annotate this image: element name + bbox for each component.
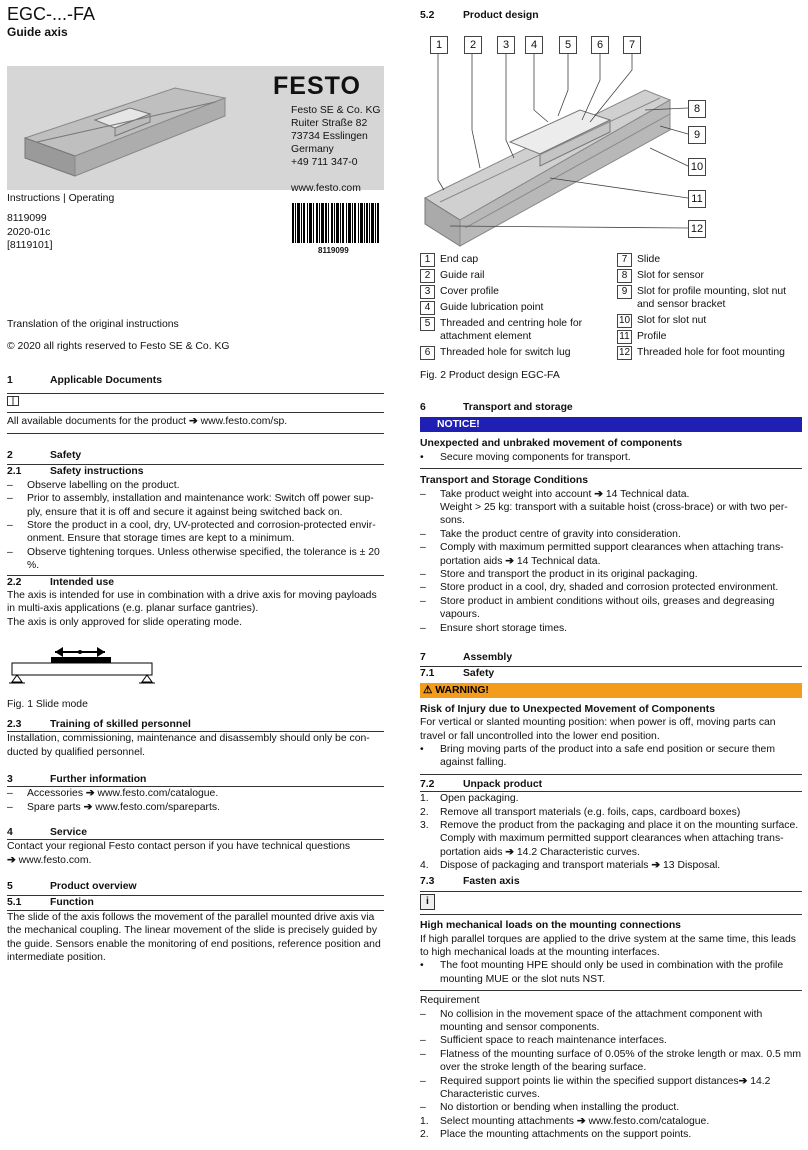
section-1 (7, 374, 384, 434)
subsection-heading (420, 9, 802, 22)
company-address (291, 104, 381, 195)
address-line: Festo SE & Co. KG (291, 105, 381, 116)
section-heading (7, 773, 384, 786)
section-title: Transport and storage (463, 402, 573, 413)
header (7, 3, 95, 40)
doc-meta (7, 192, 114, 253)
fig-1-caption: Fig. 1 Slide mode (7, 699, 88, 710)
list-item: 1. Open packaging. (420, 793, 519, 805)
subsection-heading (7, 575, 384, 589)
training-text: Installation, commissioning, maintenance and disassembly should only be con-ducted by qualified personnel. (7, 731, 384, 759)
catalogue-link[interactable]: www.festo.com/catalogue. (588, 1115, 710, 1127)
section-heading (420, 401, 802, 414)
section-number: 5.1 (7, 897, 22, 909)
arrow-icon: ➔ (505, 846, 514, 858)
legend-item: 3 Cover profile (420, 285, 610, 299)
address-line: Germany (291, 144, 334, 155)
warning-title: Risk of Injury due to Unexpected Movement of Components (420, 703, 716, 715)
arrow-icon: ➔ (651, 860, 661, 872)
section-3 (7, 773, 384, 814)
arrow-icon: ➔ (505, 555, 514, 567)
section-number: 5.2 (420, 10, 435, 21)
docs-link[interactable]: www.festo.com/sp. (200, 416, 288, 428)
catalogue-link[interactable]: www.festo.com/catalogue. (97, 788, 219, 800)
section-title: Product overview (50, 881, 137, 892)
section-title: Applicable Documents (50, 375, 163, 386)
list-item: 2. Remove all transport materials (e.g. foils, caps, cardboard boxes) (420, 806, 741, 818)
tsc-title: Transport and Storage Conditions (420, 475, 588, 487)
arrow-icon: ➔ (83, 801, 93, 813)
list-item: – Observe tightening torques. Unless otherwise specified, the tolerance is ± 20 %. (7, 546, 380, 572)
callout-8: 8 (688, 100, 706, 118)
list-item: – Store and transport the product in its original packaging. (420, 569, 698, 581)
info-icon-row (420, 891, 802, 912)
list-item: – Spare parts ➔ www.festo.com/spareparts. (7, 801, 220, 813)
legend-item: 10 Slot for slot nut (618, 314, 707, 326)
arrow-icon: ➔ (85, 788, 95, 800)
section-number: 6 (420, 402, 426, 413)
callout-4: 4 (525, 36, 543, 54)
address-line: 73734 Esslingen (291, 131, 368, 142)
barcode-number: 8119099 (318, 246, 349, 255)
section-number: 2.1 (7, 466, 22, 478)
section-title: Assembly (463, 652, 513, 663)
legend-item: 2 Guide rail (420, 269, 610, 283)
list-item: Weight > 25 kg: transport with a suitable hoist (cross-brace) or with two per-sons. (440, 502, 788, 527)
info-text: If high parallel torques are applied to the drive system at the same time, this leads to high mechanical loads at the mounting interfaces. (420, 933, 796, 958)
list-item: – Accessories ➔ www.festo.com/catalogue. (7, 786, 384, 800)
subsection-heading (7, 464, 384, 478)
website: www.festo.com (291, 183, 361, 194)
callout-11: 11 (688, 190, 706, 208)
product-design-figure (420, 30, 802, 248)
legend-item: 1 End cap (420, 253, 610, 267)
legend-item: 7 Slide (617, 253, 802, 267)
section-number: 7.3 (420, 875, 435, 887)
list-item: – Take product weight into account ➔ 14 Technical data. (420, 488, 690, 500)
address-line: Ruiter Straße 82 (291, 118, 368, 129)
section-number: 2.3 (7, 719, 22, 730)
section-number: 2.2 (7, 576, 22, 588)
legend-item: 4 Guide lubrication point (420, 301, 610, 315)
list-item: 2. Place the mounting attachments on the support points. (420, 1129, 692, 1141)
subsection-heading (7, 718, 384, 731)
warning-banner: ⚠ WARNING! (420, 683, 802, 698)
doc-type: Instructions | Operating (7, 193, 115, 204)
section-6 (420, 401, 802, 635)
list-item: 4. Dispose of packaging and transport materials ➔ 13 Disposal. (420, 860, 721, 872)
docs-text: All available documents for the product (7, 416, 187, 428)
legend-item: 12 Threaded hole for foot mounting (618, 346, 785, 358)
section-number: 3 (7, 774, 13, 785)
section-title: Fasten axis (463, 875, 520, 887)
list-item: 3. Remove the product from the packaging and place it on the mounting surface. Comply with maximum permitted support clearances when attaching trans-portation aids ➔ 14.2 Characteristic curves. (420, 820, 799, 858)
curves-ref[interactable]: 14.2 Characteristic curves. (516, 846, 640, 858)
section-heading (7, 449, 384, 462)
callout-1: 1 (430, 36, 448, 54)
doc-version: 2020-01c (7, 226, 51, 238)
list-item: – Take the product centre of gravity into consideration. (420, 528, 681, 540)
callout-9: 9 (688, 126, 706, 144)
section-title: Product design (463, 10, 539, 21)
section-title: Unpack product (463, 778, 543, 790)
subsection-heading (420, 778, 802, 791)
product-image (15, 76, 245, 180)
product-drawing (420, 30, 802, 248)
callout-3: 3 (497, 36, 515, 54)
section-title: Further information (50, 774, 147, 785)
section-number: 5 (7, 881, 13, 892)
legend-right (617, 253, 802, 362)
function-text: The slide of the axis follows the movement of the parallel mounted drive axis via the mechanical coupling. The linear movement of the slide is precisely guided by the guide. Sensors enable the monitoring of end positions, reference position and intermediate position. (7, 910, 384, 965)
slide-mode-figure (7, 640, 167, 690)
legend-item: 11 Profile (617, 330, 802, 344)
service-text: Contact your regional Festo contact person if you have technical questions ➔ www.festo.com. (7, 839, 384, 867)
copyright: © 2020 all rights reserved to Festo SE & Co. KG (7, 341, 230, 352)
section-heading (7, 826, 384, 839)
tech-data-ref[interactable]: 14 Technical data. (605, 488, 690, 500)
section-title: Training of skilled personnel (50, 719, 191, 730)
intended-use-text-2: The axis is only approved for slide operating mode. (7, 616, 243, 628)
list-item: • The foot mounting HPE should only be used in combination with the profile mounting MUE or the slot nuts NST. (420, 960, 784, 985)
callout-6: 6 (591, 36, 609, 54)
list-item: – Flatness of the mounting surface of 0.05% of the stroke length or max. 0.5 mm over the stroke length of the bearing surface. (420, 1048, 801, 1074)
list-item: – Ensure short storage times. (420, 622, 568, 634)
list-item: • Secure moving components for transport. (420, 451, 631, 463)
festo-logo: FESTO (273, 72, 361, 100)
callout-7: 7 (623, 36, 641, 54)
section-number: 1 (7, 375, 13, 386)
section-number: 7 (420, 652, 426, 663)
festo-link[interactable]: www.festo.com. (18, 854, 92, 866)
list-item: – Required support points lie within the specified support distances➔ 14.2 Characteristic curves. (420, 1075, 771, 1100)
intended-use-text: The axis is intended for use in combination with a drive axis for moving payloads in multi-axis applications (e.g. planar surface gantries). (7, 590, 377, 615)
section-1-text (7, 412, 384, 428)
list-item: • Bring moving parts of the product into a safe end position or secure them against falling. (420, 744, 775, 769)
warning-icon: ⚠ (423, 684, 433, 696)
callout-12: 12 (688, 220, 706, 238)
section-number: 7.2 (420, 778, 435, 790)
tech-data-ref[interactable]: 14 Technical data. (516, 555, 601, 567)
legend-left (420, 253, 610, 362)
section-title: Intended use (50, 576, 115, 588)
list-item: – Store product in a cool, dry, shaded and corrosion protected environment. (420, 582, 779, 594)
legend-item: 9 Slot for profile mounting, slot nut and sensor bracket (617, 285, 802, 312)
info-title: High mechanical loads on the mounting connections (420, 920, 681, 932)
callout-2: 2 (464, 36, 482, 54)
list-item: – Store the product in a cool, dry, UV-protected and corrosion-protected envir-onment. Ensure that storage times are kept to a minimum. (7, 520, 376, 545)
arrow-icon: ➔ (576, 1115, 586, 1127)
list-item: – Prior to assembly, installation and maintenance work: Switch off power sup-ply, ensure that it is off and secure it against being switched back on. (7, 493, 374, 518)
section-title: Service (50, 827, 87, 838)
arrow-icon: ➔ (594, 488, 603, 500)
spareparts-link[interactable]: www.festo.com/spareparts. (95, 801, 220, 813)
subsection-heading (420, 666, 802, 680)
notice-banner: NOTICE! (420, 417, 802, 432)
section-2 (7, 449, 384, 629)
arrow-icon: ➔ (188, 416, 198, 428)
section-heading (420, 651, 802, 664)
list-item: – Comply with maximum permitted support clearances when attaching trans-portation aids ➔ 14 Technical data. (420, 542, 784, 567)
info-icon: i (420, 894, 435, 910)
section-2-3 (7, 718, 384, 759)
legend-item: 8 Slot for sensor (617, 269, 802, 283)
translation-note: Translation of the original instructions (7, 319, 179, 330)
document-subtitle: Guide axis (7, 25, 68, 39)
section-7 (420, 651, 802, 1142)
fig-2-caption: Fig. 2 Product design EGC-FA (420, 370, 560, 381)
section-number: 2 (7, 450, 13, 461)
section-5 (7, 880, 384, 964)
doc-ref: [8119101] (7, 240, 53, 252)
section-title: Safety (50, 450, 82, 461)
section-number: 4 (7, 827, 13, 838)
section-title: Safety (463, 668, 495, 680)
list-item: – Sufficient space to reach maintenance interfaces. (420, 1035, 667, 1047)
callout-5: 5 (559, 36, 577, 54)
document-title: EGC-...-FA (7, 4, 96, 24)
arrow-icon: ➔ (7, 854, 16, 866)
warning-text: For vertical or slanted mounting position: when power is off, moving parts can travel or fall uncontrolled into the lower end position. (420, 717, 776, 742)
list-item: – No distortion or bending when installing the product. (420, 1102, 680, 1114)
disposal-ref[interactable]: 13 Disposal. (663, 860, 721, 872)
book-icon (7, 394, 384, 412)
callout-10: 10 (688, 158, 706, 176)
legend-item: 5 Threaded and centring hole for attachment element (420, 317, 610, 344)
cover-panel (7, 66, 384, 194)
section-heading (7, 374, 384, 394)
address-line: +49 711 347-0 (291, 157, 358, 168)
list-item: 1. Select mounting attachments ➔ www.festo.com/catalogue. (420, 1115, 710, 1127)
list-item: – No collision in the movement space of the attachment component with mounting and sensor components. (420, 1008, 763, 1033)
section-title: Function (50, 897, 94, 909)
section-4 (7, 826, 384, 867)
subsection-heading (420, 875, 802, 888)
requirement-label: Requirement (420, 995, 480, 1007)
section-5-2 (420, 9, 802, 22)
list-item: – Store product in ambient conditions without oils, greases and degreasing vapours. (420, 595, 775, 621)
notice-title: Unexpected and unbraked movement of components (420, 438, 683, 450)
legend-item: 6 Threaded hole for switch lug (420, 346, 610, 360)
section-heading (7, 880, 384, 893)
section-title: Safety instructions (50, 466, 144, 478)
subsection-heading (7, 895, 384, 909)
section-number: 7.1 (420, 668, 435, 680)
curves-ref[interactable]: 14.2 Characteristic curves. (440, 1075, 771, 1100)
list-item: – Observe labelling on the product. (7, 479, 180, 491)
doc-number: 8119099 (7, 213, 47, 225)
arrow-icon: ➔ (738, 1075, 748, 1087)
